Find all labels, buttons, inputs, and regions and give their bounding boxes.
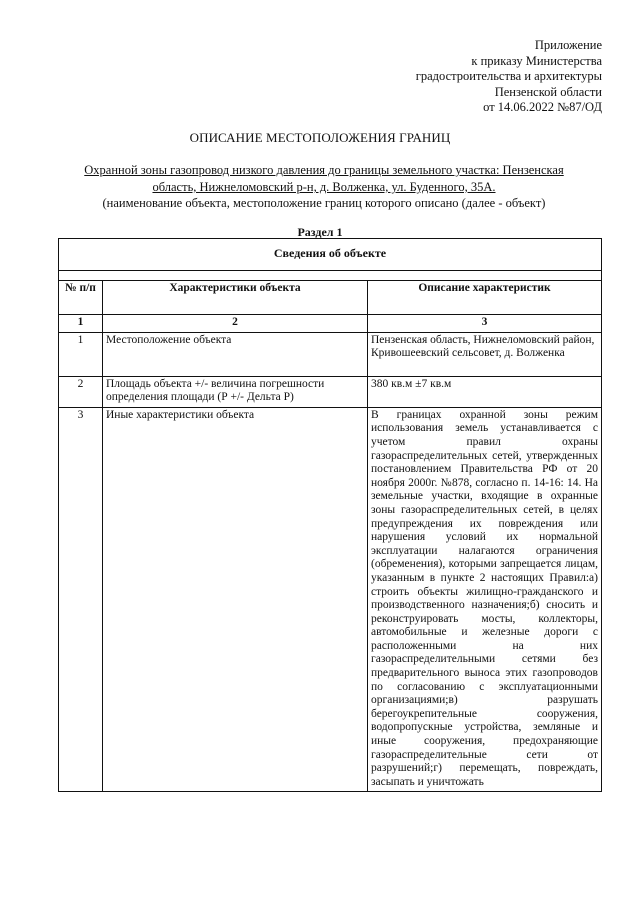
object-name-line: Охранной зоны газопровод низкого давления до границы земельного участка: Пензенская	[84, 163, 564, 177]
row-num: 3	[59, 407, 103, 792]
appendix-line: к приказу Министерства	[471, 53, 602, 68]
row-num: 2	[59, 376, 103, 407]
row-characteristic: Местоположение объекта	[103, 332, 368, 376]
appendix-line: Приложение	[534, 38, 602, 52]
table-row	[59, 376, 602, 407]
table-title: Сведения об объекте	[59, 239, 602, 271]
header-characteristic: Характеристики объекта	[103, 281, 368, 315]
table-row	[59, 407, 602, 792]
object-name-line: область, Нижнеломовский р-н, д. Волженка, ул. Буденного, 35А.	[152, 180, 496, 194]
document-title: ОПИСАНИЕ МЕСТОПОЛОЖЕНИЯ ГРАНИЦ	[189, 130, 451, 145]
column-number: 2	[103, 315, 368, 333]
row-description: В границах охранной зоны режим использования земель устанавливается с учетом правил охраны газораспределительных сетей, утвержденных постановлением Правительства РФ от 20 ноября 2000г. №878, согласно п. 14-16: 14. На земельные участки, входящие в охранные зоны газораспределительных сетей, в целях предупреждения их повреждения или нарушения условий их нормальной эксплуатации налагаются ограничения (обременения), которыми запрещается лицам, указанным в пункте 2 настоящих Правил:а) строить объекты жилищно-гражданского и производственного назначения;б) сносить и реконструировать мосты, коллекторы, автомобильные и железные дороги с расположенными на них газораспределительными сетями без предварительного выноса этих газопроводов по согласованию с эксплуатационными организациями;в) разрушать берегоукрепительные сооружения, водопропускные устройства, земляные и иные сооружения, предохраняющие газораспределительные сети от разрушений;г) перемещать, повреждать, засыпать и уничтожать	[368, 407, 602, 792]
table-row	[59, 332, 602, 376]
row-description: 380 кв.м ±7 кв.м	[368, 376, 602, 407]
row-num: 1	[59, 332, 103, 376]
appendix-line: от 14.06.2022 №87/ОД	[483, 100, 602, 114]
table-column-numbers-row	[59, 315, 602, 333]
object-name	[58, 162, 590, 196]
row-characteristic: Иные характеристики объекта	[103, 407, 368, 792]
section-title: Раздел 1	[297, 225, 343, 239]
column-number: 1	[59, 315, 103, 333]
header-num: № п/п	[59, 281, 103, 315]
row-characteristic: Площадь объекта +/- величина погрешности определения площади (Р +/- Дельта Р)	[103, 376, 368, 407]
column-number: 3	[368, 315, 602, 333]
appendix-line: Пензенской области	[494, 84, 602, 99]
appendix-line: градостроительства и архитектуры	[415, 69, 602, 83]
appendix-block	[416, 38, 602, 116]
table-spacer-row	[59, 271, 602, 281]
object-note: (наименование объекта, местоположение границ которого описано (далее - объект)	[102, 196, 546, 210]
table-header-row	[59, 281, 602, 315]
row-description: Пензенская область, Нижнеломовский район, Кривошеевский сельсовет, д. Волженка	[368, 332, 602, 376]
object-info-table	[58, 238, 602, 792]
header-description: Описание характеристик	[368, 281, 602, 315]
